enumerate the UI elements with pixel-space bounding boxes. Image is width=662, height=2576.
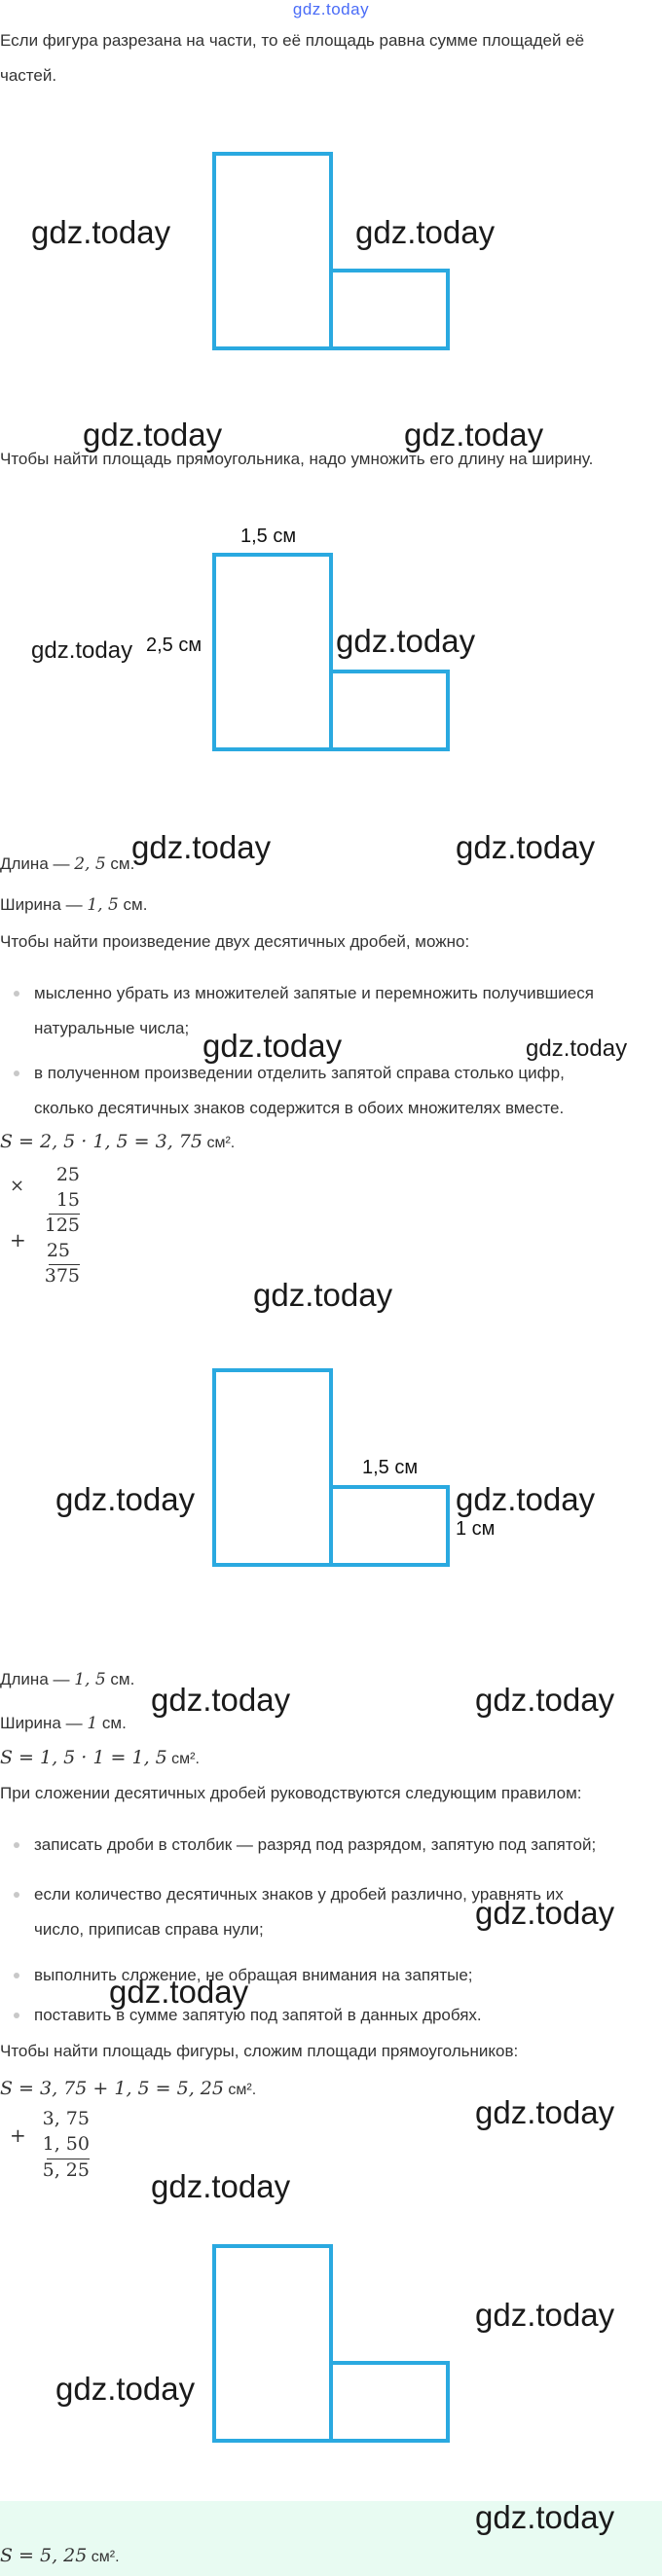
watermark: gdz.today — [151, 2168, 291, 2204]
watermark: gdz.today — [253, 1277, 393, 1313]
watermark: gdz.today — [83, 417, 223, 453]
mult-partial-2: 25 — [46, 1240, 70, 1261]
watermark: gdz.today — [475, 1895, 615, 1931]
figure-3-tall-rect — [214, 1370, 331, 1565]
add-step-1: записать дроби в столбик — разряд под разрядом, запятую под запятой; — [34, 1835, 597, 1854]
watermark: gdz.today — [151, 1682, 291, 1718]
decimal-addition-rule: При сложении десятичных дробей руководствуются следующим правилом: — [0, 1784, 582, 1802]
sum-areas-rule: Чтобы найти площадь фигуры, сложим площади прямоугольников: — [0, 2042, 519, 2060]
figure-3-top-label: 1,5 см — [362, 1457, 419, 1478]
rect-2-length: Длина — 1, 5 см. — [0, 1670, 135, 1689]
intro-line-2: частей. — [0, 66, 57, 85]
add-sign: + — [10, 2123, 26, 2147]
watermark: gdz.today — [456, 1481, 596, 1517]
figure-1-short-rect — [331, 271, 448, 348]
mult-step-1-line-1: мысленно убрать из множителей запятые и перемножить получившиеся — [34, 984, 594, 1002]
site-logo[interactable]: gdz.today — [292, 0, 370, 18]
watermark: gdz.today — [31, 214, 171, 250]
watermark: gdz.today — [456, 829, 596, 865]
area-2-formula: S = 1, 5 · 1 = 1, 5 см². — [0, 1747, 200, 1768]
add-step-4: поставить в сумме запятую под запятой в данных дробях. — [34, 2006, 482, 2024]
area-3-formula: S = 3, 75 + 1, 5 = 5, 25 см². — [0, 2078, 257, 2099]
add-step-2-line-1: если количество десятичных знаков у дробей различно, уравнять их — [34, 1885, 564, 1904]
watermark: gdz.today — [131, 829, 272, 865]
mult-factor-a: 25 — [55, 1164, 80, 1185]
watermark: gdz.today — [336, 623, 476, 659]
list-bullet — [14, 2013, 19, 2018]
rectangle-area-rule: Чтобы найти площадь прямоугольника, надо умножить его длину на ширину. — [0, 450, 594, 468]
list-bullet — [14, 1892, 19, 1898]
intro-line-1: Если фигура разрезана на части, то её площадь равна сумме площадей её — [0, 31, 585, 50]
add-step-2-line-2: число, приписав справа нули; — [34, 1920, 264, 1939]
figure-4-tall-rect — [214, 2246, 331, 2441]
decimal-multiplication-rule: Чтобы найти произведение двух десятичных дробей, можно: — [0, 932, 470, 951]
mult-partial-1: 125 — [44, 1215, 80, 1236]
watermark: gdz.today — [475, 2094, 615, 2130]
watermark: gdz.today — [475, 2499, 615, 2535]
watermark: gdz.today — [55, 1481, 196, 1517]
rect-1-length: Длина — 2, 5 см. — [0, 854, 135, 874]
mult-sign: × — [10, 1176, 25, 1196]
list-bullet — [14, 991, 19, 997]
add-term-b: 1, 50 — [42, 2133, 90, 2155]
list-bullet — [14, 1842, 19, 1848]
add-term-a: 3, 75 — [42, 2108, 90, 2129]
figure-1 — [0, 146, 662, 360]
watermark: gdz.today — [475, 1682, 615, 1718]
watermark: gdz.today — [202, 1028, 343, 1064]
list-bullet — [14, 1973, 19, 1978]
mult-factor-b: 15 — [55, 1189, 80, 1211]
watermark: gdz.today — [31, 637, 133, 664]
mult-step-2-line-2: сколько десятичных знаков содержится в обоих множителях вместе. — [34, 1099, 565, 1117]
add-step-3: выполнить сложение, не обращая внимания на запятые; — [34, 1966, 473, 1984]
figure-3 — [0, 1362, 662, 1577]
figure-4 — [0, 2238, 662, 2452]
mult-step-2-line-1: в полученном произведении отделить запятой справа столько цифр, — [34, 1064, 565, 1082]
figure-2-top-label: 1,5 см — [240, 526, 297, 547]
figure-4-short-rect — [331, 2363, 448, 2441]
watermark: gdz.today — [109, 1974, 249, 2010]
watermark: gdz.today — [526, 1035, 628, 1062]
mult-result: 375 — [44, 1265, 80, 1287]
watermark: gdz.today — [475, 2297, 615, 2333]
figure-3-side-label: 1 см — [456, 1518, 496, 1540]
figure-2-short-rect — [331, 671, 448, 749]
list-bullet — [14, 1070, 19, 1076]
add-sign: + — [10, 1228, 26, 1252]
figure-2-left-label: 2,5 см — [146, 635, 202, 656]
figure-2-tall-rect — [214, 555, 331, 749]
watermark: gdz.today — [355, 214, 496, 250]
rect-2-width: Ширина — 1 см. — [0, 1714, 127, 1733]
rect-1-width: Ширина — 1, 5 см. — [0, 895, 148, 915]
figure-1-tall-rect — [214, 154, 331, 348]
figure-3-short-rect — [331, 1487, 448, 1565]
answer-formula: S = 5, 25 см². — [0, 2545, 120, 2566]
area-1-formula: S = 2, 5 · 1, 5 = 3, 75 см². — [0, 1131, 236, 1152]
watermark: gdz.today — [404, 417, 544, 453]
add-result: 5, 25 — [42, 2159, 90, 2181]
watermark: gdz.today — [55, 2371, 196, 2407]
mult-step-1-line-2: натуральные числа; — [34, 1019, 190, 1037]
